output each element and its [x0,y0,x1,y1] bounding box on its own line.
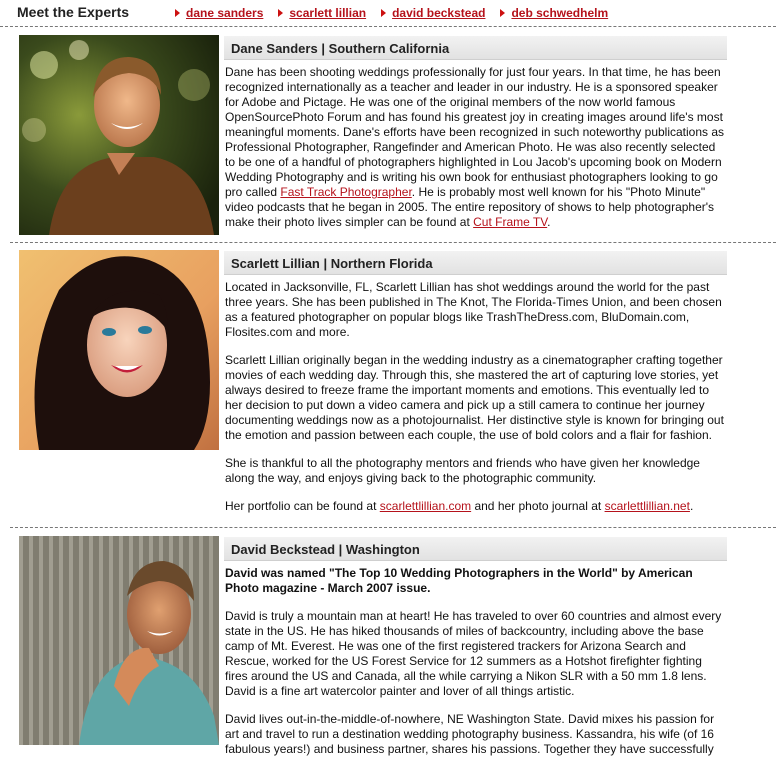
fast-track-photographer-link[interactable]: Fast Track Photographer [280,185,412,199]
nav-link-dane-sanders[interactable]: dane sanders [186,6,264,20]
scarlettlillian-net-link[interactable]: scarlettlillian.net [604,499,690,513]
bio-text: . He is probably most well known for his "Photo Minute" video podcasts that he began in 2005. The entire repository of shows to help photographer's make their photo lives simpler can be found at [225,185,715,229]
expert-name-bar: Scarlett Lillian | Northern Florida [224,251,727,275]
arrow-icon [500,9,505,17]
nav-item-david-beckstead[interactable] [381,6,485,20]
arrow-icon [381,9,386,17]
bio-text: Dane has been shooting weddings professionally for just four years. In that time, he has been recognized internationally as a teacher and leader in our industry. He is a sponsored speaker for Adobe and Pictage. He was one of the original members of the now world famous OpenSourcePhoto Forum and has found his greatest joy in creating images around life's most meaningful moments. Dane's efforts have been recognized in such noteworthy publications as Professional Photographer, Rangefinder and American Photo. He was also recently selected to be one of a handful of photographers highlighted in Lou Jacob's upcoming book on Modern Wedding Photography and is writing his own book for enthusiast photographers looking to go pro called [225,65,725,199]
bio-text: Her portfolio can be found at [225,499,380,513]
section-title: Meet the Experts [17,4,130,20]
experts-header [0,0,776,27]
nav-link-deb-schwedhelm[interactable]: deb schwedhelm [511,6,609,20]
portrait-man-brown-sweater [19,35,219,235]
expert-photo [19,250,219,450]
expert-name-bar: David Beckstead | Washington [224,537,727,561]
nav-item-dane-sanders[interactable] [175,6,263,20]
scarlettlillian-com-link[interactable]: scarlettlillian.com [379,499,472,513]
nav-item-deb-schwedhelm[interactable] [500,6,608,20]
expert-bio [224,561,727,757]
expert-scarlett-lillian [0,250,776,522]
nav-link-scarlett-lillian[interactable]: scarlett lillian [289,6,367,20]
expert-photo [19,35,219,235]
bio-paragraph: Scarlett Lillian originally began in the wedding industry as a cinematographer crafting together movies of each wedding day. Through this, she mastered the art of capturing love stories, yet always desired to freeze frame the important moments and emotions. This eventually led to her decision to put down a video camera and pick up a still camera to continue her journey documenting weddings now as a photojournalist. Her distinctive style is known for bringing out the emotion and passion between each couple, the use of bold colors and a flair for fashion. [225,353,724,442]
section-divider [10,242,776,243]
nav-item-scarlett-lillian[interactable] [278,6,366,20]
portrait-man-leaning-wall [19,536,219,745]
expert-photo [19,536,219,745]
expert-content [224,36,727,230]
expert-bio [224,60,727,230]
bio-text: . [547,215,551,229]
bio-paragraph: David is truly a mountain man at heart! He has traveled to over 60 countries and almost every state in the US. He has hiked thousands of miles of backcountry, including above the base camp of Mt. Everest. He was one of the first registered trackers for Arizona Search and Rescue, worked for the US Forest Service for 12 summers as a Hotshot firefighter fighting fires around the US and Canada, all the while carrying a Nikon SLR with a 50 mm 1.8 lens. David is a fine art watercolor painter and lover of all things artistic. [225,609,722,698]
arrow-icon [175,9,180,17]
bio-headline: David was named "The Top 10 Wedding Photographers in the World" by American Photo magazine - March 2007 issue. [225,566,693,595]
cut-frame-tv-link[interactable]: Cut Frame TV [473,215,548,229]
section-divider [10,527,776,528]
expert-name-bar: Dane Sanders | Southern California [224,36,727,60]
portrait-woman-dark-hair [19,250,219,450]
expert-nav [175,6,623,20]
expert-david-beckstead [0,536,776,756]
bio-text: and her photo journal at [471,499,605,513]
expert-bio [224,275,727,514]
expert-content [224,537,727,757]
arrow-icon [278,9,283,17]
nav-link-david-beckstead[interactable]: david beckstead [392,6,486,20]
bio-paragraph: Located in Jacksonville, FL, Scarlett Lillian has shot weddings around the world for the past three years. She has been published in The Knot, The Florida-Times Union, and been chosen as a featured photographer on popular blogs like TrashTheDress.com, BluDomain.com, Flosites.com and more. [225,280,722,339]
expert-content [224,251,727,514]
expert-dane-sanders [0,35,776,240]
bio-text: . [689,499,694,513]
bio-paragraph: David lives out-in-the-middle-of-nowhere, NE Washington State. David mixes his passion for art and travel to run a destination wedding photography business. Kassandra, his wife (of 16 fabulous years!) and business partner, shares his passions. Together they have successfully [225,712,715,756]
bio-paragraph: She is thankful to all the photography mentors and friends who have given her knowledge along the way, and enjoys giving back to the photographic community. [225,456,700,485]
